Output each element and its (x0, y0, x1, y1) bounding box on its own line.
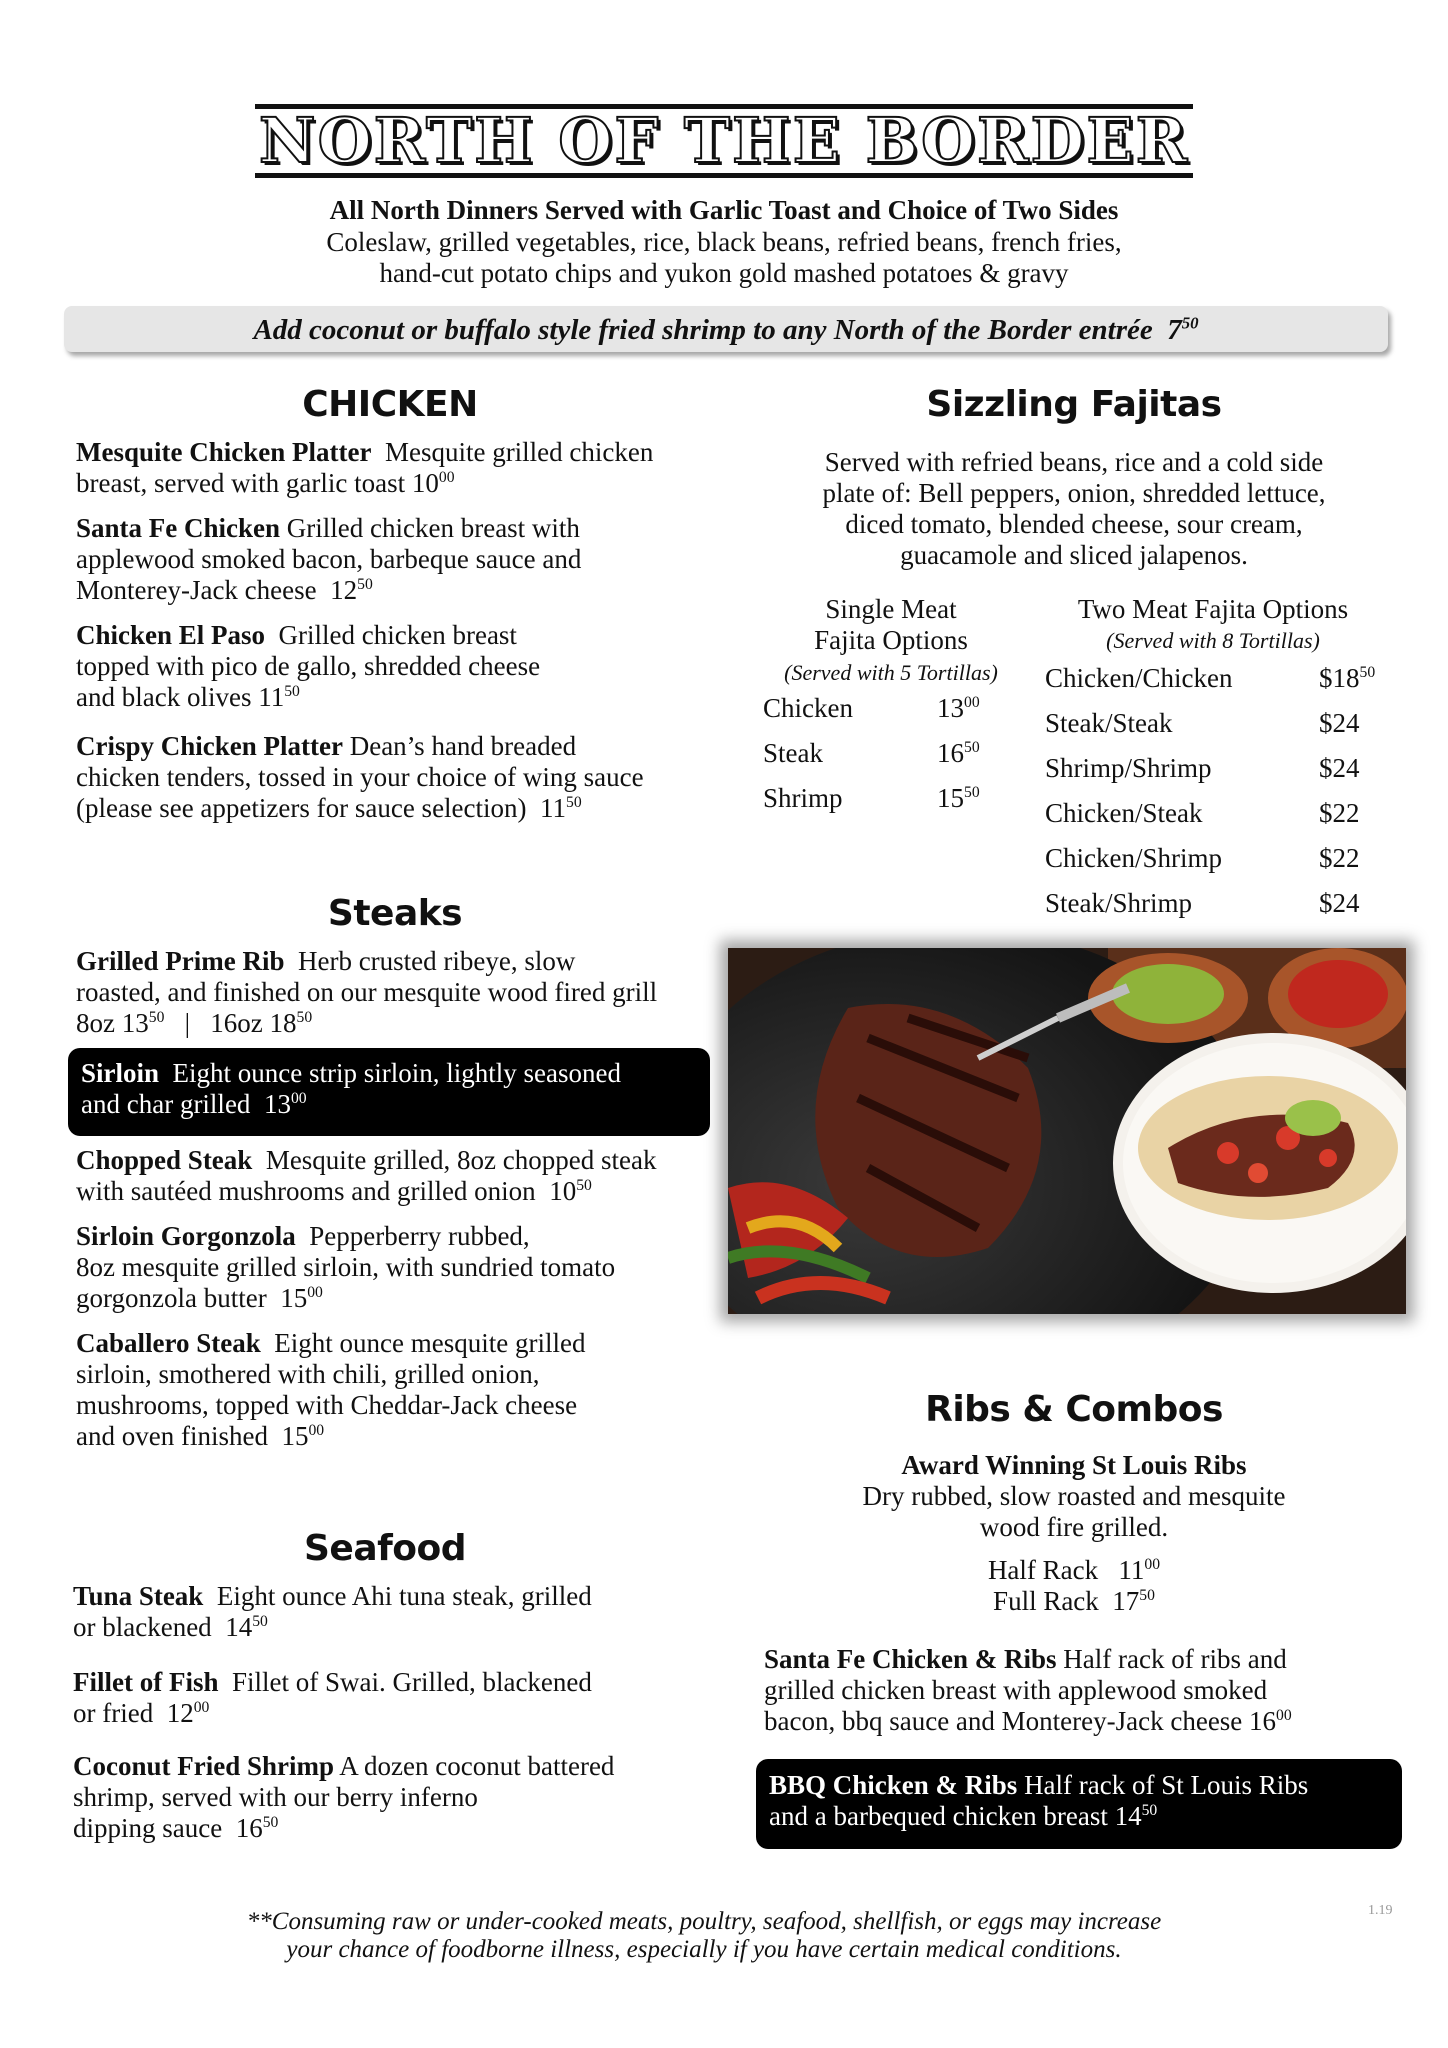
menu-item-bbq-chicken-ribs: BBQ Chicken & Ribs Half rack of St Louis Ribs and a barbequed chicken breast $14^{50}$ (756, 1759, 1402, 1849)
seafood-heading: Seafood (303, 1528, 467, 1569)
single-shrimp-label: Shrimp (763, 783, 843, 813)
sides-list-line1: Coleslaw, grilled vegetables, rice, black beans, refried beans, french fries, (326, 227, 1122, 257)
food-safety-disclaimer-line1: **Consuming raw or under-cooked meats, poultry, seafood, shellfish, or eggs may increase (246, 1908, 1162, 1935)
two-chicken-shrimp-label: Chicken/Shrimp (1045, 843, 1222, 873)
two-chicken-chicken-label: Chicken/Chicken (1045, 663, 1233, 693)
menu-item-caballero-steak: Caballero Steak Eight ounce mesquite grilled sirloin, smothered with chili, grilled onion, mushrooms, topped with Cheddar-Jack cheese and oven finished $15^{00}$ (76, 1328, 586, 1451)
two-shrimp-shrimp-price: $24 (1319, 753, 1360, 783)
shrimp-addon-banner (64, 306, 1388, 352)
fajita-photo (728, 948, 1406, 1314)
menu-item-coconut-fried-shrimp: Coconut Fried Shrimp A dozen coconut battered shrimp, served with our berry inferno dipping sauce $16^{50}$ (73, 1751, 615, 1843)
menu-item-santa-fe-chicken: Santa Fe Chicken Grilled chicken breast with applewood smoked bacon, barbeque sauce and Monterey-Jack cheese $12^{50}$ (76, 513, 582, 605)
two-chicken-steak-price: $22 (1319, 798, 1360, 828)
menu-item-crispy-chicken-platter: Crispy Chicken Platter Dean’s hand breaded chicken tenders, tossed in your choice of wing sauce (please see appetizers for sauce selection) $11^{50}$ (76, 731, 644, 823)
menu-title: NORTH OF THE BORDER (0, 104, 1448, 178)
two-chicken-shrimp-price: $22 (1319, 843, 1360, 873)
menu-version: 1.19 (1368, 1903, 1393, 1918)
fajitas-description: Served with refried beans, rice and a cold side plate of: Bell peppers, onion, shredded lettuce, diced tomato, blended cheese, sour cream, guacamole and sliced jalapenos. (822, 447, 1326, 570)
two-steak-steak-price: $24 (1319, 708, 1360, 738)
single-steak-label: Steak (763, 738, 823, 768)
menu-item-tuna-steak: Tuna Steak Eight ounce Ahi tuna steak, grilled or blackened $14^{50}$ (73, 1581, 592, 1642)
two-shrimp-shrimp-label: Shrimp/Shrimp (1045, 753, 1212, 783)
menu-item-santa-fe-chicken-ribs: Santa Fe Chicken & Ribs Half rack of ribs and grilled chicken breast with applewood smoked bacon, bbq sauce and Monterey-Jack cheese $16^{00}$ (764, 1644, 1292, 1736)
menu-item-grilled-prime-rib: Grilled Prime Rib Herb crusted ribeye, slow roasted, and finished on our mesquite wood fired grill 8oz $13^{50}$ | 16oz $18^{50}$ (76, 946, 658, 1038)
banner-price: 7 (1167, 314, 1182, 346)
menu-item-chopped-steak: Chopped Steak Mesquite grilled, 8oz chopped steak with sautéed mushrooms and grilled onion $10^{50}$ (76, 1145, 657, 1206)
steaks-heading: Steaks (327, 893, 463, 934)
two-steak-shrimp-price: $24 (1319, 888, 1360, 918)
menu-item-mesquite-chicken-platter: Mesquite Chicken Platter Mesquite grilled chicken breast, served with garlic toast $10^{00}$ (76, 437, 654, 498)
single-meat-title: Single Meat Fajita Options (814, 594, 968, 655)
menu-item-sirloin-gorgonzola: Sirloin Gorgonzola Pepperberry rubbed, 8oz mesquite grilled sirloin, with sundried tomato gorgonzola butter $15^{00}$ (76, 1221, 616, 1313)
single-chicken-label: Chicken (763, 693, 853, 723)
single-shrimp-price: $15^{50}$ (937, 783, 980, 813)
two-chicken-chicken-price: $\$18^{50}$ (1319, 663, 1376, 693)
fajita-photo-illustration (728, 948, 1406, 1314)
two-meat-title: Two Meat Fajita Options (1077, 594, 1349, 624)
menu-item-sirloin: Sirloin Eight ounce strip sirloin, lightly seasoned and char grilled $13^{00}$ (68, 1048, 710, 1136)
single-chicken-price: $13^{00}$ (937, 693, 980, 723)
banner-price-cents: 50 (1181, 313, 1199, 333)
sides-list-line2: hand-cut potato chips and yukon gold mashed potatoes & gravy (379, 258, 1069, 288)
single-meat-note: (Served with 5 Tortillas) (784, 660, 998, 685)
two-steak-steak-label: Steak/Steak (1045, 708, 1173, 738)
award-ribs-description: Award Winning St Louis Ribs Dry rubbed, slow roasted and mesquite wood fire grilled. (862, 1450, 1286, 1542)
rib-prices: Half Rack $11^{00}$ Full Rack $17^{50}$ (987, 1555, 1161, 1616)
two-meat-note: (Served with 8 Tortillas) (1106, 628, 1320, 653)
sides-heading: All North Dinners Served with Garlic Toast and Choice of Two Sides (329, 195, 1119, 225)
chicken-heading: CHICKEN (302, 384, 478, 425)
banner-text: Add coconut or buffalo style fried shrimp to any North of the Border entrée (253, 314, 1153, 346)
menu-item-fillet-of-fish: Fillet of Fish Fillet of Swai. Grilled, blackened or fried $12^{00}$ (73, 1667, 592, 1728)
fajitas-heading: Sizzling Fajitas (926, 384, 1222, 425)
menu-item-chicken-el-paso: Chicken El Paso Grilled chicken breast topped with pico de gallo, shredded cheese and black olives $11^{50}$ (76, 620, 541, 712)
two-chicken-steak-label: Chicken/Steak (1045, 798, 1203, 828)
two-steak-shrimp-label: Steak/Shrimp (1045, 888, 1192, 918)
ribs-combos-heading: Ribs & Combos (925, 1389, 1223, 1430)
single-steak-price: $16^{50}$ (937, 738, 980, 768)
food-safety-disclaimer-line2: your chance of foodborne illness, especially if you have certain medical conditions. (286, 1936, 1122, 1963)
